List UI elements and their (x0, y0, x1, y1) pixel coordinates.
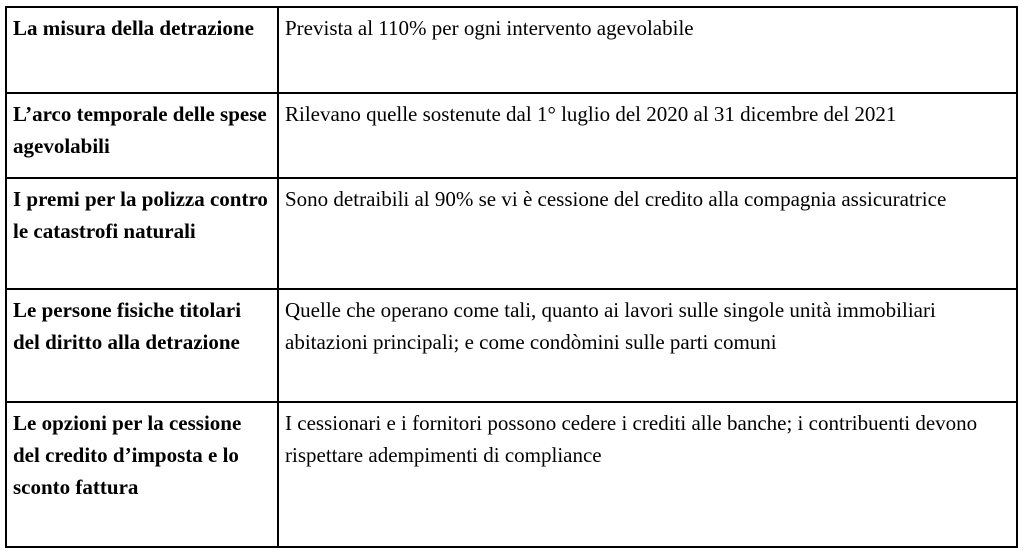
table-row (6, 7, 1017, 93)
row-term: La misura della detrazione (6, 7, 278, 93)
row-description: Prevista al 110% per ogni intervento agevolabile (278, 7, 1017, 93)
row-term: Le opzioni per la cessione del credito d’imposta e lo sconto fattura (6, 402, 278, 547)
row-description: I cessionari e i fornitori possono cedere i crediti alle banche; i contribuenti devono rispettare adempimenti di compliance (278, 402, 1017, 547)
row-description: Rilevano quelle sostenute dal 1° luglio del 2020 al 31 dicembre del 2021 (278, 93, 1017, 178)
superbonus-summary-table (5, 6, 1018, 548)
row-term: I premi per la polizza contro le catastrofi naturali (6, 178, 278, 289)
table-row (6, 402, 1017, 547)
row-description: Quelle che operano come tali, quanto ai lavori sulle singole unità immobiliari abitazioni principali; e come condòmini sulle parti comuni (278, 289, 1017, 402)
row-description: Sono detraibili al 90% se vi è cessione del credito alla compagnia assicuratrice (278, 178, 1017, 289)
row-term: Le persone fisiche titolari del diritto alla detrazione (6, 289, 278, 402)
table-row (6, 93, 1017, 178)
row-term: L’arco temporale delle spese agevolabili (6, 93, 278, 178)
table-row (6, 289, 1017, 402)
table-row (6, 178, 1017, 289)
